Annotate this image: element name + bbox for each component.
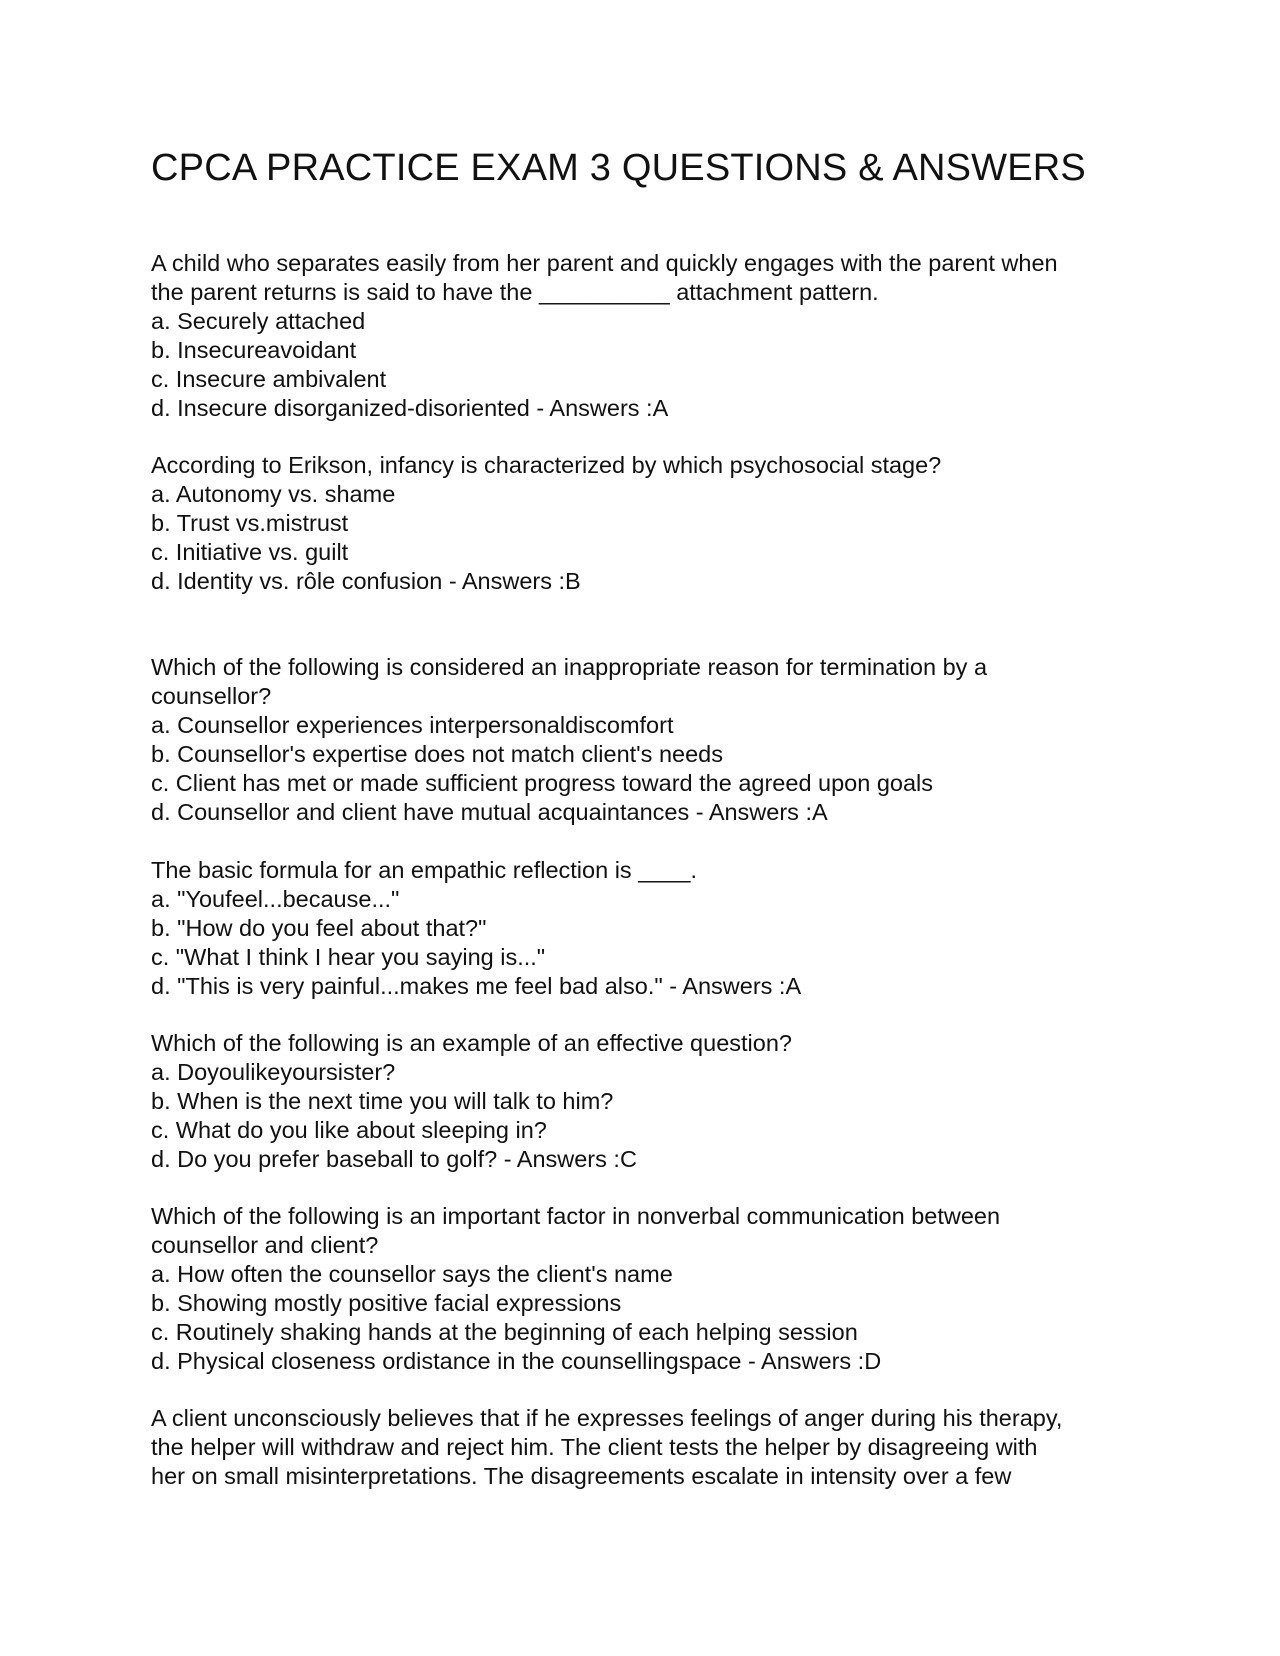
answer-option: c. Insecure ambivalent [151,366,387,392]
answer-option: c. What do you like about sleeping in? [151,1117,547,1143]
question-block-3 [151,653,987,827]
answer-option-with-answer: d. Counsellor and client have mutual acquaintances - Answers :A [151,799,828,825]
answer-option: a. Securely attached [151,308,366,334]
answer-option-with-answer: d. Physical closeness ordistance in the counsellingspace - Answers :D [151,1348,882,1374]
answer-option: b. When is the next time you will talk to him? [151,1088,614,1114]
answer-option: b. "How do you feel about that?" [151,915,487,941]
question-stem-line: A child who separates easily from her parent and quickly engages with the parent when [151,250,1058,276]
answer-option: b. Insecureavoidant [151,337,357,363]
answer-option: a. "Youfeel...because..." [151,886,400,912]
answer-option-with-answer: d. Do you prefer baseball to golf? - Answers :C [151,1146,637,1172]
page-title: CPCA PRACTICE EXAM 3 QUESTIONS & ANSWERS [151,147,1086,189]
answer-option-with-answer: d. Insecure disorganized-disoriented - Answers :A [151,395,669,421]
answer-option-with-answer: d. Identity vs. rôle confusion - Answers :B [151,568,581,594]
question-block-6 [151,1202,1000,1376]
question-block-7 [151,1404,1062,1491]
answer-option: b. Counsellor's expertise does not match client's needs [151,741,723,767]
answer-option: c. Routinely shaking hands at the beginning of each helping session [151,1319,858,1345]
answer-option: b. Showing mostly positive facial expressions [151,1290,622,1316]
question-stem-line: Which of the following is considered an inappropriate reason for termination by a [151,654,988,680]
question-stem-line: her on small misinterpretations. The disagreements escalate in intensity over a few [151,1463,1012,1489]
question-block-5 [151,1029,792,1174]
question-stem-line: A client unconsciously believes that if he expresses feelings of anger during his therapy, [151,1405,1063,1431]
question-stem-line: According to Erikson, infancy is characterized by which psychosocial stage? [151,452,942,478]
question-stem-line: counsellor and client? [151,1232,379,1258]
question-block-4 [151,856,801,1001]
question-stem-line: counsellor? [151,683,272,709]
question-stem-line: the parent returns is said to have the __________ attachment pattern. [151,279,879,305]
question-stem-line: Which of the following is an example of an effective question? [151,1030,792,1056]
question-block-1 [151,249,1058,423]
answer-option: a. How often the counsellor says the client's name [151,1261,673,1287]
answer-option: c. Client has met or made sufficient progress toward the agreed upon goals [151,770,934,796]
answer-option: a. Counsellor experiences interpersonaldiscomfort [151,712,674,738]
answer-option: b. Trust vs.mistrust [151,510,349,536]
question-stem-line: the helper will withdraw and reject him. The client tests the helper by disagreeing with [151,1434,1038,1460]
answer-option: c. "What I think I hear you saying is..." [151,944,546,970]
question-stem-line: Which of the following is an important factor in nonverbal communication between [151,1203,1001,1229]
answer-option: a. Doyoulikeyoursister? [151,1059,396,1085]
answer-option: c. Initiative vs. guilt [151,539,349,565]
answer-option: a. Autonomy vs. shame [151,481,396,507]
question-block-2 [151,451,941,596]
question-stem-line: The basic formula for an empathic reflection is ____. [151,857,697,883]
answer-option-with-answer: d. "This is very painful...makes me feel bad also." - Answers :A [151,973,802,999]
